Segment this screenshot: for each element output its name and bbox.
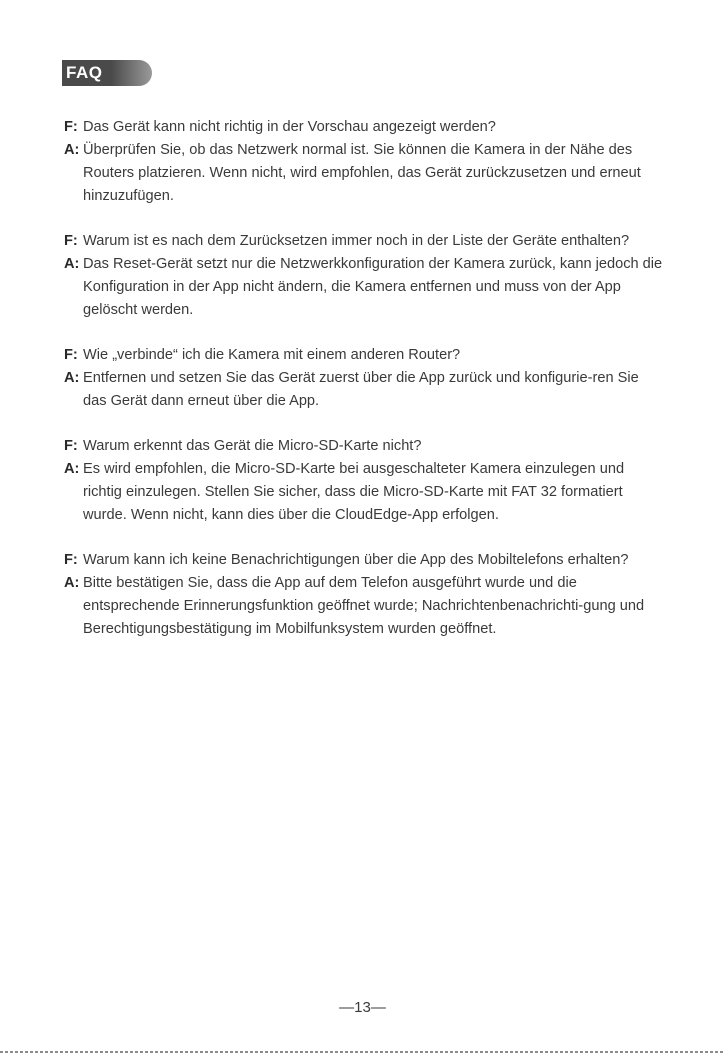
faq-item — [64, 549, 664, 641]
faq-item — [64, 435, 664, 527]
faq-item — [64, 116, 664, 208]
faq-item — [64, 230, 664, 322]
answer-text: Überprüfen Sie, ob das Netzwerk normal ist. Sie können die Kamera in der Nähe des Routers platzieren. Wenn nicht, wird empfohlen, das Gerät zurückzusetzen und erneut hinzuzufügen. — [83, 142, 641, 204]
faq-section-title: FAQ — [62, 60, 152, 86]
faq-answer — [64, 253, 664, 322]
question-text: Warum kann ich keine Benachrichtigungen über die App des Mobiltelefons erhalten? — [83, 552, 629, 568]
question-label: F: — [64, 119, 78, 135]
answer-text: Bitte bestätigen Sie, dass die App auf dem Telefon ausgeführt wurde und die entsprechende Erinnerungsfunktion geöffnet wurde; Nachrichtenbenachrichti-gung und Berechtigungsbestätigung im Mobilfunksystem wurden geöffnet. — [83, 575, 645, 637]
answer-text: Entfernen und setzen Sie das Gerät zuerst über die App zurück und konfigurie-ren Sie das Gerät dann erneut über die App. — [83, 370, 639, 409]
faq-answer — [64, 458, 664, 527]
question-text: Warum ist es nach dem Zurücksetzen immer noch in der Liste der Geräte enthalten? — [83, 233, 630, 249]
faq-question — [64, 230, 664, 253]
faq-list — [64, 116, 664, 663]
question-label: F: — [64, 438, 78, 454]
question-text: Wie „verbinde“ ich die Kamera mit einem anderen Router? — [83, 347, 461, 363]
faq-question — [64, 549, 664, 572]
faq-answer — [64, 572, 664, 641]
answer-label: A: — [64, 370, 80, 386]
question-text: Das Gerät kann nicht richtig in der Vorschau angezeigt werden? — [83, 119, 496, 135]
faq-question — [64, 344, 664, 367]
answer-label: A: — [64, 142, 80, 158]
faq-item — [64, 344, 664, 413]
answer-text: Das Reset-Gerät setzt nur die Netzwerkkonfiguration der Kamera zurück, kann jedoch die Konfiguration in der App nicht ändern, die Kamera entfernen und muss von der App gelöscht werden. — [83, 256, 663, 318]
answer-label: A: — [64, 256, 80, 272]
faq-question — [64, 435, 664, 458]
question-label: F: — [64, 347, 78, 363]
answer-text: Es wird empfohlen, die Micro-SD-Karte bei ausgeschalteter Kamera einzulegen und richtig einzulegen. Stellen Sie sicher, dass die Micro-SD-Karte mit FAT 32 formatiert wurde. Wenn nicht, kann dies über die CloudEdge-App erfolgen. — [83, 461, 625, 523]
answer-label: A: — [64, 461, 80, 477]
answer-label: A: — [64, 575, 80, 591]
question-text: Warum erkennt das Gerät die Micro-SD-Karte nicht? — [83, 438, 422, 454]
question-label: F: — [64, 552, 78, 568]
page-number: —13— — [339, 999, 386, 1016]
faq-answer — [64, 139, 664, 208]
question-label: F: — [64, 233, 78, 249]
faq-answer — [64, 367, 664, 413]
faq-question — [64, 116, 664, 139]
